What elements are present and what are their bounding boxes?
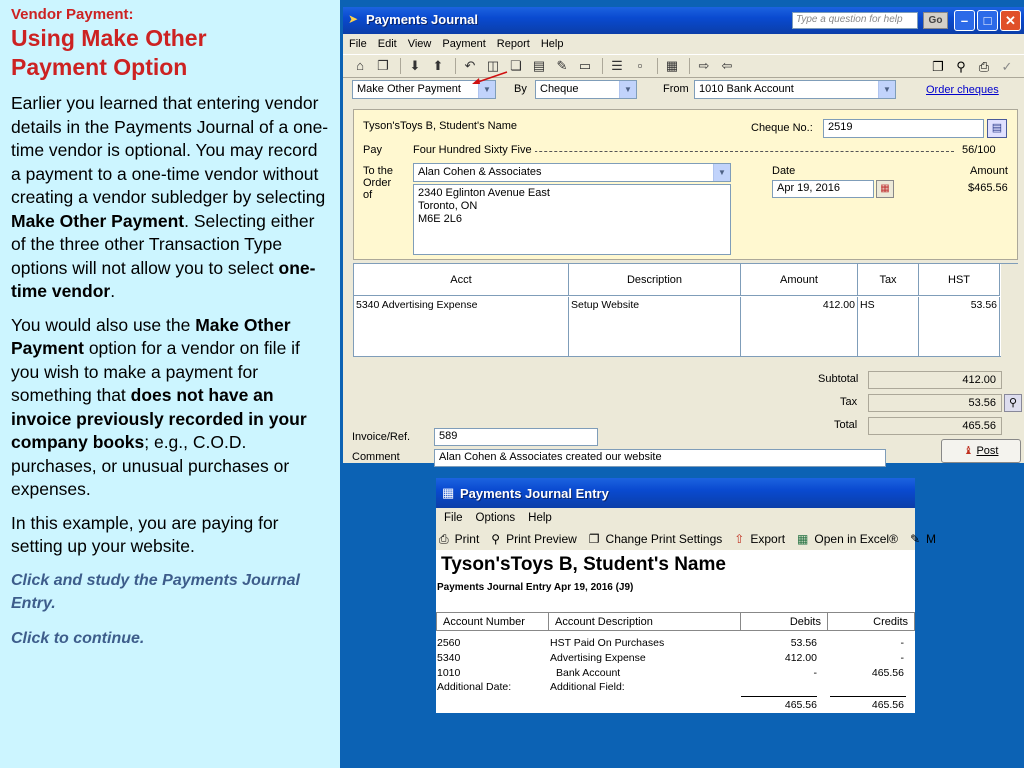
cheque-lookup-icon[interactable]: ▤ xyxy=(987,119,1007,138)
table-row-2-num: 5340 xyxy=(437,652,461,664)
journal-entry-window xyxy=(436,478,937,713)
export-icon[interactable]: ⇨ xyxy=(698,58,710,73)
edit-icon: ✎ xyxy=(909,532,921,546)
table-row-2-credit: - xyxy=(900,652,904,664)
je-col-credits: Credits xyxy=(828,612,915,631)
je-change-print-settings-button[interactable]: ❐ Change Print Settings xyxy=(588,532,723,546)
by-label: By xyxy=(514,83,527,95)
pj-menubar xyxy=(343,34,1024,54)
cheque-panel xyxy=(353,109,1018,260)
grid-scrollbar[interactable] xyxy=(1001,264,1018,357)
grid-header-amount: Amount xyxy=(741,264,858,296)
preview-icon: ⚲ xyxy=(491,532,501,546)
tax-value: 53.56 xyxy=(868,394,1002,412)
je-menubar xyxy=(436,508,915,528)
paragraph-1: Earlier you learned that entering vendor details in the Payments Journal of a one-time vendor is optional. You may record a payment to a one-time vendor without creating a vendor subledger by selecting Make Other Payment. Selecting either of the three other Transaction Type options will not allow you to select one-time vendor. xyxy=(11,93,329,301)
edit-document-icon[interactable]: ✎ xyxy=(556,58,568,73)
print-preview-icon[interactable]: ⚲ xyxy=(956,59,966,74)
printer-icon: ⎙ xyxy=(439,531,449,546)
menu-edit[interactable]: Edit xyxy=(377,38,397,50)
from-label: From xyxy=(663,83,689,95)
table-row-3-credit: 465.56 xyxy=(871,667,904,679)
to-order-label-2: Order xyxy=(363,177,392,189)
address-line-1: 2340 Eglinton Avenue East xyxy=(418,187,550,199)
tax-detail-search-icon[interactable]: ⚲ xyxy=(1004,394,1022,412)
minimize-icon[interactable]: – xyxy=(954,10,975,31)
slide-kicker: Vendor Payment: xyxy=(11,6,134,23)
excel-icon: ▦ xyxy=(797,532,809,546)
payments-journal-window xyxy=(343,7,1024,463)
table-row-3-debit: - xyxy=(813,667,817,679)
track-icon[interactable]: ☰ xyxy=(611,58,623,73)
je-col-debits: Debits xyxy=(741,612,828,631)
date-label: Date xyxy=(772,165,796,177)
menu-help[interactable]: Help xyxy=(540,38,564,50)
check-icon[interactable]: ✓ xyxy=(1001,59,1013,74)
je-menu-help[interactable]: Help xyxy=(528,512,552,524)
settings-icon: ❐ xyxy=(588,532,600,546)
je-company-heading: Tyson'sToys B, Student's Name xyxy=(441,554,726,575)
save-icon[interactable]: ⬇ xyxy=(409,58,421,73)
red-arrow-icon xyxy=(471,70,509,86)
slide-title xyxy=(11,24,330,82)
print-settings-icon[interactable]: ❐ xyxy=(932,59,944,74)
upload-icon[interactable]: ⬆ xyxy=(432,58,444,73)
pay-label: Pay xyxy=(363,144,382,156)
total-value: 465.56 xyxy=(868,417,1002,435)
je-export-button[interactable]: ⇧ Export xyxy=(734,532,786,546)
order-cheques-link[interactable]: Order cheques xyxy=(926,84,999,96)
chevron-down-icon: ▼ xyxy=(878,81,895,98)
table-row-1-debit: 53.56 xyxy=(790,637,817,649)
grid-cell-hst[interactable]: 53.56 xyxy=(919,297,1000,357)
maximize-icon[interactable]: □ xyxy=(977,10,998,31)
remove-document-icon[interactable]: ▭ xyxy=(578,58,592,73)
instruction-continue[interactable]: Click to continue. xyxy=(11,629,145,647)
amount-label: Amount xyxy=(970,165,1008,177)
date-input[interactable]: Apr 19, 2016 xyxy=(772,180,874,198)
pj-toolbar xyxy=(343,54,1024,78)
additional-date-label: Additional Date: xyxy=(437,681,512,693)
table-row-3-desc: Bank Account xyxy=(556,667,621,679)
je-menu-options[interactable]: Options xyxy=(475,512,516,524)
je-toolbar xyxy=(436,528,937,550)
je-menu-file[interactable]: File xyxy=(444,512,463,524)
help-question-input[interactable]: Type a question for help xyxy=(792,12,918,29)
menu-report[interactable]: Report xyxy=(496,38,530,50)
chevron-down-icon: ▼ xyxy=(713,164,730,181)
je-col-account-number: Account Number xyxy=(436,612,549,631)
pj-title: Payments Journal xyxy=(366,12,478,27)
recall-icon[interactable]: ◫ xyxy=(486,58,500,73)
paragraph-3: In this example, you are paying for setting up your website. xyxy=(11,512,279,556)
subtotal-label: Subtotal xyxy=(818,373,859,385)
total-label: Total xyxy=(834,419,858,431)
undo-icon[interactable]: ↶ xyxy=(464,58,476,73)
grid-header-acct: Acct xyxy=(354,264,569,296)
total-debits: 465.56 xyxy=(784,699,817,711)
instruction-study[interactable]: Click and study the Payments Journal Entry. xyxy=(11,571,300,612)
je-col-account-description: Account Description xyxy=(549,612,741,631)
import-icon[interactable]: ⇦ xyxy=(721,58,733,73)
title-line-2: Payment Option xyxy=(11,54,188,80)
menu-view[interactable]: View xyxy=(407,38,432,50)
amount-value: $465.56 xyxy=(968,182,1008,194)
payee-address-box[interactable] xyxy=(413,184,731,255)
cheque-no-label: Cheque No.: xyxy=(751,122,813,134)
pj-titlebar xyxy=(343,7,1024,34)
credit-total-rule xyxy=(830,696,906,697)
home-icon[interactable]: ⌂ xyxy=(356,58,364,73)
je-subheading: Payments Journal Entry Apr 19, 2016 (J9) xyxy=(437,582,634,593)
help-go-button[interactable]: Go xyxy=(923,12,948,29)
from-account-select[interactable]: 1010 Bank Account ▼ xyxy=(694,80,896,99)
post-label: Post xyxy=(976,445,999,457)
post-button[interactable] xyxy=(941,439,1021,463)
windows-icon[interactable]: ❐ xyxy=(377,58,389,73)
to-order-label-1: To the xyxy=(363,165,393,177)
journal-app-icon: ➤ xyxy=(348,12,359,26)
post-stamp-icon: ♝ xyxy=(963,445,974,457)
pay-amount-words: Four Hundred Sixty Five xyxy=(413,144,535,156)
paragraph-2: You would also use the Make Other Payment option for a vendor on file if you wish to make a payment for something that does not have an invoice previously recorded in your company books; e.g., C.O.D. purchases, or unusual purchases or expenses. xyxy=(11,314,307,499)
table-row-1-credit: - xyxy=(900,637,904,649)
payee-select[interactable]: Alan Cohen & Associates ▼ xyxy=(413,163,731,182)
pay-line xyxy=(494,151,954,152)
subtotal-value: 412.00 xyxy=(868,371,1002,389)
to-order-label-3: of xyxy=(363,189,373,201)
close-icon[interactable]: ✕ xyxy=(1000,10,1021,31)
cheque-no-input[interactable]: 2519 xyxy=(823,119,984,138)
tax-label: Tax xyxy=(840,396,858,408)
comment-input[interactable]: Alan Cohen & Associates created our website xyxy=(434,449,886,467)
calculator-icon[interactable]: ▦ xyxy=(665,58,679,73)
copy-icon[interactable]: ❏ xyxy=(510,58,522,73)
document-icon[interactable]: ▤ xyxy=(532,58,546,73)
table-row-1-num: 2560 xyxy=(437,637,461,649)
table-row-3-num: 1010 xyxy=(437,667,461,679)
table-row-2-desc: Advertising Expense xyxy=(550,652,646,664)
grid-header-description: Description xyxy=(569,264,741,296)
je-more-button[interactable]: ✎ M xyxy=(909,532,937,546)
pay-fraction: 56/100 xyxy=(962,144,996,156)
grid-cell-amount[interactable]: 412.00 xyxy=(741,297,858,357)
calendar-icon[interactable]: ▦ xyxy=(876,180,894,198)
title-line-1: Using Make Other xyxy=(11,25,207,51)
payment-grid xyxy=(353,263,1018,357)
grid-window-icon: ▦ xyxy=(442,485,455,500)
menu-payment[interactable]: Payment xyxy=(442,38,486,50)
company-name: Tyson'sToys B, Student's Name xyxy=(363,120,517,132)
grid-cell-tax[interactable]: HS xyxy=(858,297,919,357)
menu-file[interactable]: File xyxy=(349,38,367,50)
slide-text-panel xyxy=(0,0,340,768)
address-line-2: Toronto, ON xyxy=(418,200,478,212)
je-print-button[interactable]: ⎙ Print xyxy=(439,531,480,546)
additional-field-label: Additional Field: xyxy=(550,681,625,693)
grid-header-tax: Tax xyxy=(858,264,919,296)
chevron-down-icon: ▼ xyxy=(619,81,636,98)
table-row-2-debit: 412.00 xyxy=(784,652,817,664)
je-titlebar xyxy=(436,478,915,508)
invoice-input[interactable]: 589 xyxy=(434,428,598,446)
grid-header-hst: HST xyxy=(919,264,1000,296)
je-print-preview-button[interactable]: ⚲ Print Preview xyxy=(491,532,577,546)
chevron-down-icon: ▼ xyxy=(478,81,495,98)
total-credits: 465.56 xyxy=(871,699,904,711)
je-open-excel-button[interactable]: ▦ Open in Excel® xyxy=(797,532,898,546)
note-icon[interactable]: ▫ xyxy=(637,58,643,73)
transaction-type-select[interactable]: Make Other Payment ▼ xyxy=(352,80,496,99)
address-line-3: M6E 2L6 xyxy=(418,213,463,225)
export-icon: ⇧ xyxy=(734,532,745,546)
grid-cell-acct[interactable]: 5340 Advertising Expense xyxy=(354,297,569,357)
table-row-1-desc: HST Paid On Purchases xyxy=(550,637,665,649)
print-icon[interactable]: ⎙ xyxy=(978,59,990,74)
grid-cell-description[interactable]: Setup Website xyxy=(569,297,741,357)
je-title: Payments Journal Entry xyxy=(460,486,609,501)
by-select[interactable]: Cheque ▼ xyxy=(535,80,637,99)
invoice-label: Invoice/Ref. xyxy=(352,431,411,443)
comment-label: Comment xyxy=(352,451,400,463)
debit-total-rule xyxy=(741,696,817,697)
